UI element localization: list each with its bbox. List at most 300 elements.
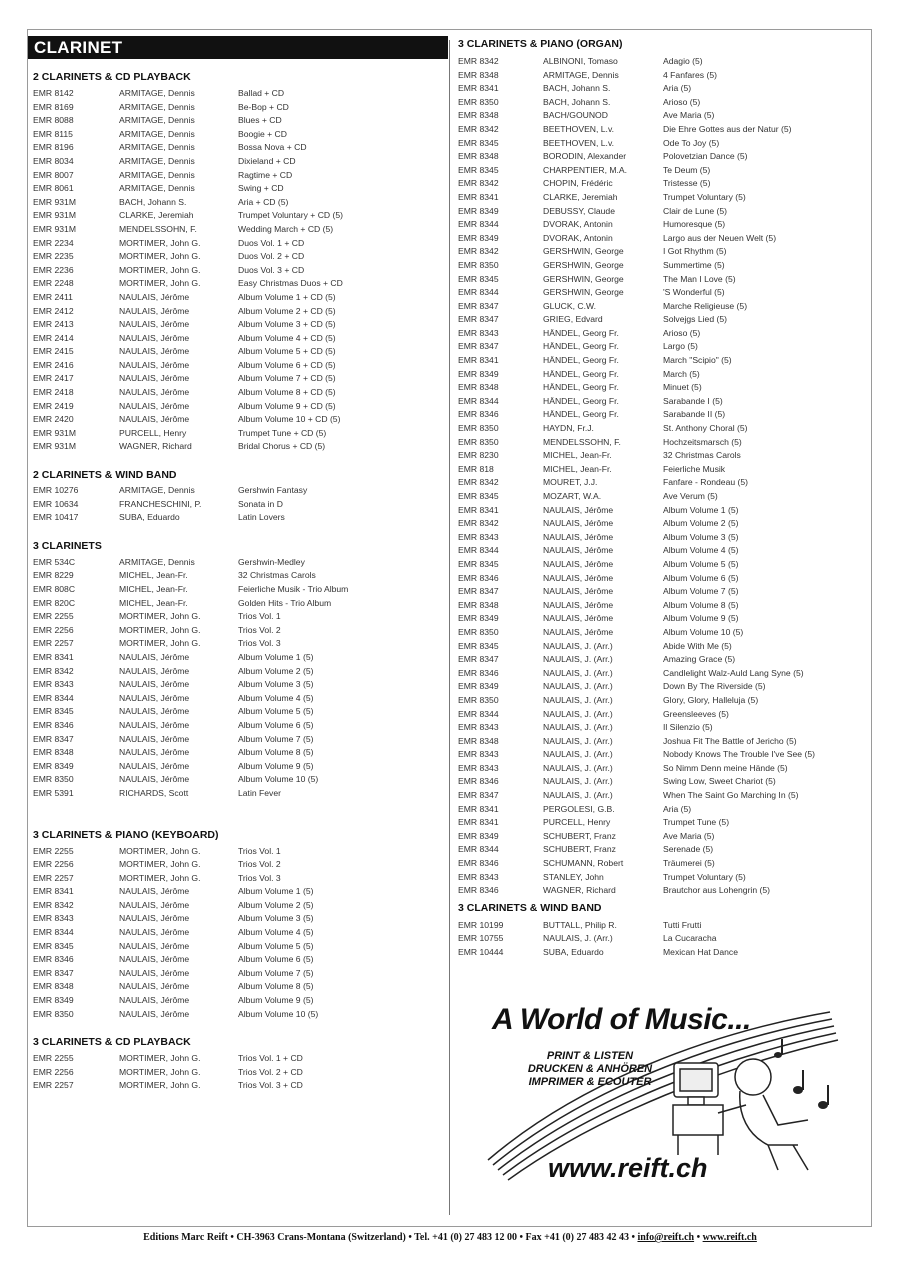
work-title: Gershwin-Medley (238, 556, 305, 567)
work-title: Album Volume 8 + CD (5) (238, 387, 336, 398)
catalog-row (458, 245, 868, 259)
work-title: Feierliche Musik (663, 463, 726, 474)
work-title: Nobody Knows The Trouble I've See (5) (663, 749, 815, 760)
catalog-number: EMR 8169 (33, 101, 74, 112)
catalog-number: EMR 8341 (458, 355, 499, 366)
catalog-row (458, 585, 868, 599)
catalog-row (33, 637, 441, 651)
catalog-number: EMR 2256 (33, 1066, 74, 1077)
work-title: Trumpet Voluntary (5) (663, 191, 746, 202)
catalog-row (458, 789, 868, 803)
composer: NAULAIS, J. (Arr.) (543, 654, 613, 665)
composer: MICHEL, Jean-Fr. (543, 450, 612, 461)
catalog-row (33, 128, 441, 142)
composer: HÄNDEL, Georg Fr. (543, 382, 619, 393)
catalog-row (458, 558, 868, 572)
work-title: Arioso (5) (663, 96, 701, 107)
catalog-number: EMR 8342 (458, 178, 499, 189)
catalog-number: EMR 8349 (33, 995, 74, 1006)
work-title: Album Volume 10 (5) (238, 774, 319, 785)
catalog-number: EMR 5391 (33, 787, 74, 798)
catalog-row (33, 484, 441, 498)
catalog-row (33, 386, 441, 400)
catalog-number: EMR 8345 (458, 491, 499, 501)
composer: NAULAIS, Jérôme (543, 558, 614, 569)
catalog-row (458, 544, 868, 558)
work-title: Album Volume 5 (5) (238, 706, 314, 717)
work-title: Polovetzian Dance (5) (663, 151, 748, 162)
catalog-number: EMR 8347 (458, 314, 499, 325)
catalog-row (458, 476, 868, 490)
work-title: Golden Hits - Trio Album (238, 597, 332, 608)
catalog-number: EMR 8342 (458, 518, 499, 529)
catalog-row (33, 359, 441, 373)
work-title: Album Volume 4 (5) (238, 692, 314, 703)
composer: MORTIMER, John G. (119, 251, 201, 262)
catalog-row (458, 626, 868, 640)
composer: MORTIMER, John G. (119, 845, 201, 856)
catalog-row (458, 735, 868, 749)
catalog-row (458, 69, 868, 83)
catalog-number: EMR 10634 (33, 498, 79, 509)
catalog-number: EMR 820C (33, 597, 76, 608)
catalog-row (458, 137, 868, 151)
composer: MENDELSSOHN, F. (543, 436, 621, 447)
composer: ARMITAGE, Dennis (119, 155, 195, 166)
catalog-row (458, 96, 868, 110)
work-title: Trios Vol. 3 (238, 872, 281, 883)
catalog-number: EMR 8341 (458, 191, 499, 202)
catalog-number: EMR 8344 (458, 545, 499, 556)
catalog-number: EMR 8348 (458, 110, 499, 121)
composer: NAULAIS, J. (Arr.) (543, 722, 613, 733)
work-title: Album Volume 1 (5) (663, 504, 739, 515)
work-title: La Cucaracha (663, 933, 717, 944)
catalog-row (458, 843, 868, 857)
catalog-row (458, 286, 868, 300)
catalog-number: EMR 8348 (458, 151, 499, 162)
composer: MOURET, J.J. (543, 477, 598, 488)
work-title: March "Scipio" (5) (663, 355, 732, 366)
work-title: Tristesse (5) (663, 178, 711, 189)
composer: NAULAIS, Jérôme (119, 319, 190, 330)
catalog-number: EMR 8345 (458, 137, 499, 148)
composer: ARMITAGE, Dennis (119, 128, 195, 139)
catalog-number: EMR 8342 (458, 123, 499, 134)
composer: HÄNDEL, Georg Fr. (543, 409, 619, 420)
catalog-row (33, 264, 441, 278)
section-3-clarinets-cd (33, 1035, 441, 1093)
work-title: Sonata in D (238, 498, 283, 509)
composer: ARMITAGE, Dennis (119, 101, 195, 112)
catalog-number: EMR 8342 (33, 665, 74, 676)
composer: NAULAIS, Jérôme (119, 733, 190, 744)
catalog-number: EMR 10276 (33, 485, 79, 496)
composer: CLARKE, Jeremiah (543, 191, 618, 202)
composer: ARMITAGE, Dennis (119, 556, 195, 567)
catalog-row (33, 440, 441, 454)
catalog-number: EMR 2415 (33, 346, 74, 357)
catalog-number: EMR 8348 (458, 599, 499, 610)
catalog-number: EMR 8345 (458, 640, 499, 651)
work-title: Album Volume 5 (5) (238, 940, 314, 951)
catalog-row (33, 926, 441, 940)
catalog-number: EMR 2256 (33, 859, 74, 870)
work-title: When The Saint Go Marching In (5) (663, 790, 799, 801)
catalog-number: EMR 8348 (458, 69, 499, 80)
catalog-row (33, 209, 441, 223)
catalog-row (458, 218, 868, 232)
work-title: Album Volume 6 (5) (663, 572, 739, 583)
catalog-row (33, 953, 441, 967)
catalog-row (33, 318, 441, 332)
work-title: Album Volume 6 + CD (5) (238, 359, 336, 370)
catalog-number: EMR 8344 (33, 692, 74, 703)
catalog-number: EMR 8350 (458, 423, 499, 434)
catalog-row (33, 994, 441, 1008)
work-title: Album Volume 9 (5) (238, 760, 314, 771)
catalog-row (33, 114, 441, 128)
catalog-row (33, 1008, 441, 1022)
work-title: Ave Verum (5) (663, 491, 718, 501)
catalog-row (33, 1079, 441, 1093)
catalog-number: EMR 2248 (33, 278, 74, 289)
catalog-number: EMR 8341 (458, 817, 499, 828)
catalog-number: EMR 10444 (458, 947, 504, 957)
catalog-number: EMR 931M (33, 427, 76, 438)
catalog-number: EMR 8350 (458, 626, 499, 637)
catalog-row (458, 449, 868, 463)
work-title: Duos Vol. 1 + CD (238, 237, 305, 248)
catalog-row (458, 463, 868, 477)
work-title: Album Volume 3 (5) (238, 679, 314, 690)
composer: NAULAIS, Jérôme (119, 927, 190, 938)
work-title: Album Volume 9 (5) (238, 995, 314, 1006)
composer: ARMITAGE, Dennis (119, 169, 195, 180)
catalog-row (33, 719, 441, 733)
catalog-number: EMR 8346 (458, 776, 499, 787)
catalog-row (458, 748, 868, 762)
work-title: Album Volume 8 (5) (238, 981, 314, 992)
catalog-row (458, 653, 868, 667)
work-title: Te Deum (5) (663, 164, 711, 175)
composer: GLUCK, C.W. (543, 300, 597, 311)
composer: NAULAIS, Jérôme (119, 954, 190, 965)
work-title: Ode To Joy (5) (663, 137, 720, 148)
catalog-number: EMR 2417 (33, 373, 74, 384)
catalog-row (458, 640, 868, 654)
ad-headline: A World of Music... (492, 1003, 751, 1036)
catalog-number: EMR 8346 (33, 719, 74, 730)
composer: NAULAIS, Jérôme (119, 665, 190, 676)
catalog-row (458, 762, 868, 776)
catalog-number: EMR 8347 (458, 790, 499, 801)
work-title: Aria (5) (663, 803, 692, 814)
section-3-clarinets-piano-organ (458, 37, 868, 898)
catalog-row (458, 109, 868, 123)
ad-line-1: PRINT & LISTEN (546, 1050, 634, 1062)
work-title: Easy Christmas Duos + CD (238, 278, 343, 289)
section-3-clarinets-wind-band (458, 901, 868, 960)
composer: MORTIMER, John G. (119, 1080, 201, 1091)
catalog-row (33, 1052, 441, 1066)
composer: BACH/GOUNOD (543, 110, 608, 121)
catalog-row (33, 332, 441, 346)
catalog-number: EMR 2416 (33, 359, 74, 370)
ad-url[interactable]: www.reift.ch (548, 1153, 708, 1183)
catalog-row (33, 624, 441, 638)
composer: ALBINONI, Tomaso (543, 56, 618, 66)
catalog-number: EMR 2413 (33, 319, 74, 330)
catalog-number: EMR 8348 (33, 981, 74, 992)
catalog-row (458, 368, 868, 382)
work-title: Album Volume 6 (5) (238, 719, 314, 730)
work-title: Joshua Fit The Battle of Jericho (5) (663, 735, 797, 746)
catalog-row (33, 413, 441, 427)
catalog-number: EMR 8349 (33, 760, 74, 771)
section-heading: 3 CLARINETS & WIND BAND (458, 901, 602, 914)
work-title: Album Volume 7 + CD (5) (238, 373, 336, 384)
composer: NAULAIS, Jérôme (119, 940, 190, 951)
work-title: Album Volume 5 (5) (663, 558, 739, 569)
work-title: Sarabande II (5) (663, 409, 726, 420)
composer: NAULAIS, Jérôme (119, 760, 190, 771)
composer: WAGNER, Richard (119, 441, 192, 452)
catalog-number: EMR 2255 (33, 845, 74, 856)
catalog-number: EMR 2255 (33, 1053, 74, 1064)
catalog-row (458, 504, 868, 518)
catalog-number: EMR 808C (33, 584, 76, 594)
composer: NAULAIS, Jérôme (119, 899, 190, 910)
catalog-row (33, 237, 441, 251)
work-title: So Nimm Denn meine Hände (5) (663, 762, 788, 773)
work-title: Album Volume 10 (5) (238, 1008, 319, 1019)
work-title: Album Volume 3 (5) (663, 531, 739, 542)
work-title: 32 Christmas Carols (238, 570, 316, 581)
composer: NAULAIS, J. (Arr.) (543, 790, 613, 801)
catalog-row (33, 705, 441, 719)
work-title: Duos Vol. 2 + CD (238, 251, 305, 262)
catalog-row (458, 150, 868, 164)
catalog-number: EMR 8342 (458, 246, 499, 257)
composer: MORTIMER, John G. (119, 237, 201, 248)
work-title: Album Volume 2 (5) (663, 518, 739, 529)
composer: MICHEL, Jean-Fr. (119, 570, 188, 581)
composer: MORTIMER, John G. (119, 611, 201, 622)
composer: GERSHWIN, George (543, 246, 624, 257)
work-title: Ragtime + CD (238, 169, 293, 180)
composer: NAULAIS, Jérôme (119, 967, 190, 978)
work-title: March (5) (663, 368, 700, 379)
composer: MICHEL, Jean-Fr. (543, 463, 612, 474)
catalog-number: EMR 8196 (33, 142, 74, 153)
composer: ARMITAGE, Dennis (119, 88, 195, 98)
work-title: Album Volume 10 + CD (5) (238, 414, 341, 425)
work-title: Aria + CD (5) (238, 196, 289, 207)
footer (0, 1232, 900, 1243)
catalog-row (458, 205, 868, 219)
catalog-number: EMR 2420 (33, 414, 74, 425)
catalog-row (33, 651, 441, 665)
catalog-number: EMR 8034 (33, 155, 74, 166)
composer: NAULAIS, J. (Arr.) (543, 681, 613, 692)
catalog-row (33, 569, 441, 583)
composer: NAULAIS, Jérôme (119, 706, 190, 717)
catalog-row (458, 313, 868, 327)
work-title: Trios Vol. 1 (238, 845, 281, 856)
composer: NAULAIS, Jérôme (119, 995, 190, 1006)
catalog-number: EMR 8346 (458, 409, 499, 420)
catalog-row (33, 87, 441, 101)
composer: BUTTALL, Philip R. (543, 919, 617, 930)
section-heading: 2 CLARINETS & WIND BAND (33, 469, 177, 482)
catalog-row (33, 678, 441, 692)
work-title: Fanfare - Rondeau (5) (663, 477, 749, 488)
work-title: Gershwin Fantasy (238, 485, 308, 496)
work-title: Album Volume 8 (5) (663, 599, 739, 610)
work-title: Album Volume 3 + CD (5) (238, 319, 336, 330)
catalog-row (33, 872, 441, 886)
catalog-number: EMR 931M (33, 441, 76, 452)
catalog-row (458, 327, 868, 341)
catalog-row (458, 490, 868, 504)
catalog-number: EMR 8346 (458, 885, 499, 896)
catalog-number: EMR 8347 (458, 300, 499, 311)
catalog-row (458, 300, 868, 314)
composer: NAULAIS, Jérôme (543, 626, 614, 637)
catalog-row (33, 583, 441, 597)
catalog-row (458, 517, 868, 531)
catalog-row (33, 899, 441, 913)
work-title: Album Volume 4 + CD (5) (238, 332, 336, 343)
composer: SUBA, Eduardo (543, 947, 604, 957)
work-title: Mexican Hat Dance (663, 947, 738, 957)
catalog-row (458, 531, 868, 545)
catalog-number: EMR 8350 (33, 774, 74, 785)
work-title: Trios Vol. 3 + CD (238, 1080, 303, 1091)
composer: NAULAIS, Jérôme (543, 531, 614, 542)
catalog-row (458, 572, 868, 586)
composer: NAULAIS, Jérôme (119, 387, 190, 398)
catalog-row (33, 967, 441, 981)
catalog-number: EMR 2418 (33, 387, 74, 398)
composer: NAULAIS, Jérôme (543, 572, 614, 583)
work-title: Aria (5) (663, 83, 692, 94)
ad-tagline (490, 1050, 690, 1089)
footer-web-link[interactable]: www.reift.ch (702, 1232, 757, 1243)
work-title: Solvejgs Lied (5) (663, 314, 728, 325)
catalog-number: EMR 8343 (458, 749, 499, 760)
composer: BEETHOVEN, L.v. (543, 137, 614, 148)
catalog-row (458, 830, 868, 844)
work-title: Sarabande I (5) (663, 395, 723, 406)
catalog-row (33, 400, 441, 414)
catalog-number: EMR 8343 (33, 679, 74, 690)
catalog-row (458, 340, 868, 354)
catalog-row (33, 885, 441, 899)
composer: ARMITAGE, Dennis (543, 69, 619, 80)
catalog-row (458, 884, 868, 898)
composer: PERGOLESI, G.B. (543, 803, 615, 814)
composer: HÄNDEL, Georg Fr. (543, 395, 619, 406)
catalog-row (33, 223, 441, 237)
work-title: Serenade (5) (663, 844, 714, 855)
composer: SCHUBERT, Franz (543, 830, 616, 841)
footer-email-link[interactable]: info@reift.ch (637, 1232, 695, 1243)
catalog-row (458, 82, 868, 96)
composer: NAULAIS, Jérôme (119, 400, 190, 411)
catalog-number: EMR 8349 (458, 232, 499, 243)
left-column (33, 70, 441, 1093)
composer: NAULAIS, Jérôme (119, 373, 190, 384)
work-title: Dixieland + CD (238, 155, 296, 166)
work-title: Swing + CD (238, 183, 284, 194)
work-title: Album Volume 8 (5) (238, 747, 314, 758)
composer: FRANCHESCHINI, P. (119, 498, 202, 509)
catalog-row (33, 665, 441, 679)
catalog-number: EMR 8342 (458, 477, 499, 488)
catalog-row (33, 182, 441, 196)
catalog-number: EMR 8350 (458, 96, 499, 107)
section-2-clarinets-wind-band (33, 468, 441, 525)
catalog-number: EMR 8345 (458, 164, 499, 175)
work-title: Minuet (5) (663, 382, 702, 393)
composer: BACH, Johann S. (119, 196, 187, 207)
catalog-number: EMR 8142 (33, 88, 74, 98)
catalog-number: EMR 8347 (33, 967, 74, 978)
catalog-number: EMR 2419 (33, 400, 74, 411)
composer: CHARPENTIER, M.A. (543, 164, 628, 175)
work-title: St. Anthony Choral (5) (663, 423, 748, 434)
catalog-row (458, 599, 868, 613)
catalog-number: EMR 931M (33, 223, 76, 234)
work-title: Il Silenzio (5) (663, 722, 713, 733)
composer: NAULAIS, Jérôme (119, 913, 190, 924)
composer: NAULAIS, Jérôme (543, 599, 614, 610)
catalog-number: EMR 8341 (33, 651, 74, 662)
catalog-number: EMR 8344 (33, 927, 74, 938)
catalog-number: EMR 8347 (33, 733, 74, 744)
catalog-row (33, 556, 441, 570)
composer: NAULAIS, Jérôme (543, 518, 614, 529)
catalog-row (33, 427, 441, 441)
work-title: Latin Fever (238, 787, 281, 798)
composer: BACH, Johann S. (543, 83, 611, 94)
catalog-row (458, 422, 868, 436)
catalog-row (458, 708, 868, 722)
work-title: Abide With Me (5) (663, 640, 732, 651)
catalog-number: EMR 8343 (458, 327, 499, 338)
work-title: Trios Vol. 3 (238, 638, 281, 649)
catalog-row (33, 169, 441, 183)
catalog-number: EMR 8341 (458, 504, 499, 515)
catalog-row (33, 787, 441, 801)
composer: NAULAIS, J. (Arr.) (543, 708, 613, 719)
catalog-row (33, 845, 441, 859)
work-title: Album Volume 2 (5) (238, 665, 314, 676)
section-3-clarinets (33, 539, 441, 801)
catalog-number: EMR 8347 (458, 341, 499, 352)
catalog-number: EMR 931M (33, 196, 76, 207)
catalog-row (458, 946, 868, 960)
catalog-row (458, 232, 868, 246)
work-title: Album Volume 3 (5) (238, 913, 314, 924)
composer: NAULAIS, Jérôme (119, 1008, 190, 1019)
catalog-row (33, 912, 441, 926)
composer: WAGNER, Richard (543, 885, 616, 896)
composer: NAULAIS, Jérôme (119, 359, 190, 370)
section-heading: 3 CLARINETS & CD PLAYBACK (33, 1036, 191, 1049)
